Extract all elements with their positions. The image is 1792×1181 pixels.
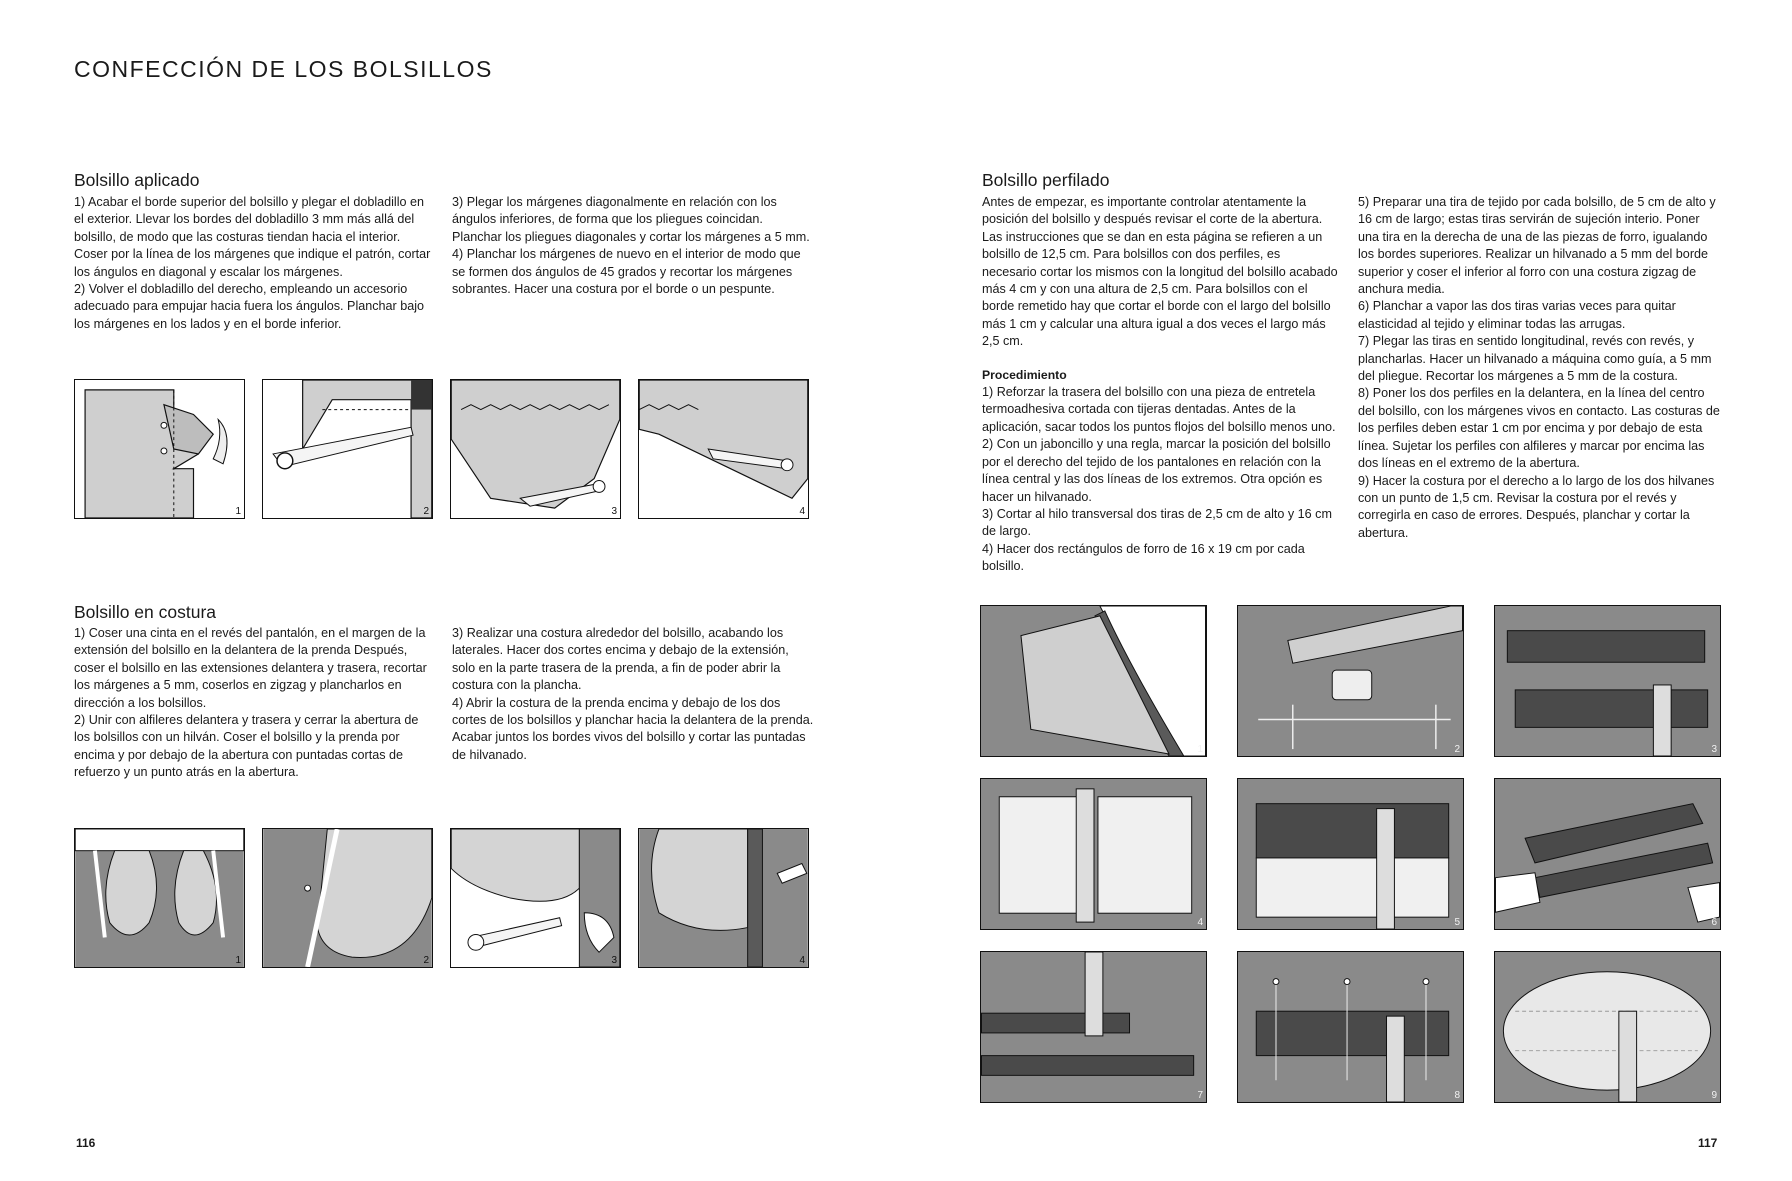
pocket-illustration [981,952,1206,1102]
costura-figure-3 [450,828,621,968]
aplicado-figure-1 [74,379,245,519]
costura-step: 4) Abrir la costura de la prenda encima y debajo de los dos cortes de los bolsillos y planchar hacia la delantera de la prenda. Acabar juntos los bordes vivos del bolsillo y cortar las puntadas de hilvanado. [452,695,814,762]
pin-icon [1273,979,1279,985]
pocket-illustration [1495,952,1720,1102]
pocket-illustration [263,829,432,967]
perfilado-figure-4 [980,778,1207,930]
perfilado-step: 6) Planchar a vapor las dos tiras varias veces para quitar elasticidad al tejido y eliminar todas las arrugas. [1358,299,1676,331]
perfilado-step: 4) Hacer dos rectángulos de forro de 16 x 19 cm por cada bolsillo. [982,541,1305,574]
perfilado-figure-2 [1237,605,1464,757]
figure-number: 9 [1711,1090,1717,1101]
ruler-icon [1619,1011,1637,1102]
figure-number: 2 [1454,744,1460,755]
section-title-aplicado: Bolsillo aplicado [74,170,200,190]
perfilado-figure-8 [1237,951,1464,1103]
perfilado-step: 1) Reforzar la trasera del bolsillo con una pieza de entretela termoadhesiva cortada con tijeras dentadas. Antes de la aplicación, sacar todos los puntos flojos del bolsillo menos uno. [982,385,1336,434]
perfilado-step: 3) Cortar al hilo transversal dos tiras de 2,5 cm de alto y 16 cm de largo. [982,506,1332,539]
pocket-illustration [1495,606,1720,756]
page-number-left: 116 [76,1136,96,1150]
perfilado-step: 2) Con un jaboncillo y una regla, marcar la posición del bolsillo por el derecho del tejido de los pantalones en relación con la línea central y las dos líneas de los extremos. Otra opción es hacer un hilvanado. [982,437,1331,504]
pocket-illustration [263,380,432,518]
pin-icon [1344,979,1350,985]
pocket-illustration [1495,779,1720,929]
costura-figure-4 [638,828,809,968]
figure-number: 4 [799,955,805,966]
pocket-illustration [75,829,244,967]
perfilado-column-2 [1358,194,1720,542]
figure-number: 2 [423,506,429,517]
page-title: CONFECCIÓN DE LOS BOLSILLOS [74,56,493,82]
perfilado-step: 5) Preparar una tira de tejido por cada bolsillo, de 5 cm de alto y 16 cm de largo; estas tiras servirán de sujeción interio. Poner una tira en la derecha de una de las piezas de forro, igualando los bordes superiores. Realizar un hilvanado a 5 mm del borde superior y coser el inferior al forro con una costura zigzag de anchura media. [1358,195,1716,297]
aplicado-step: 1) Acabar el borde superior del bolsillo y plegar el dobladillo en el exterior. Llevar los bordes del dobladillo 3 mm más allá del bolsillo, de modo que las costuras tiendan hacia el interior. Coser por la línea de los márgenes que indique el patrón, cortar los ángulos en diagonal y escalar los márgenes. [74,195,431,279]
section-title-costura: Bolsillo en costura [74,602,217,622]
aplicado-step: 3) Plegar los márgenes diagonalmente en relación con los ángulos inferiores, de forma que los pliegues coincidan. Planchar los pliegues diagonales y cortar los márgenes a 5 mm. [452,195,810,244]
pocket-illustration [1238,779,1463,929]
perfilado-figure-6 [1494,778,1721,930]
perfilado-figure-1 [980,605,1207,757]
pocket-illustration [1238,952,1463,1102]
pocket-illustration [639,380,808,518]
aplicado-step: 2) Volver el dobladillo del derecho, empleando un accesorio adecuado para empujar hacia fuera los ángulos. Planchar bajo los márgenes en los lados y en el borde inferior. [74,282,425,331]
figure-number: 5 [1454,917,1460,928]
figure-number: 3 [1711,744,1717,755]
aplicado-figure-3 [450,379,621,519]
costura-figure-2 [262,828,433,968]
ruler-icon [1377,809,1395,929]
aplicado-step: 4) Planchar los márgenes de nuevo en el interior de modo que se formen dos ángulos de 45 grados y recortar los márgenes sobrantes. Hacer una costura por el borde o un pespunte. [452,247,801,297]
pocket-illustration [1238,606,1463,756]
figure-number: 8 [1454,1090,1460,1101]
figure-number: 3 [611,955,617,966]
figure-number: 7 [1197,1090,1203,1101]
figure-number: 2 [423,955,429,966]
aplicado-column-2 [452,194,814,298]
procedure-heading: Procedimiento [982,367,1067,382]
pocket-illustration [451,829,620,967]
costura-figure-1 [74,828,245,968]
perfilado-step: 8) Poner los dos perfiles en la delantera, en la línea del centro del bolsillo, con los márgenes vivos en contacto. Las costuras de los perfiles deben estar 1 cm por encima y por debajo de esta línea. Sujetar los perfiles con alfileres y marcar por encima las dos líneas en el extremo de la abertura. [1358,386,1720,471]
figure-number: 1 [1197,744,1203,755]
costura-step: 2) Unir con alfileres delantera y trasera y cerrar la abertura de los bolsillos con un hilván. Coser el bolsillo y la prenda por encima y por debajo de la abertura con puntadas cortas de refuerzo y un punto atrás en la abertura. [74,713,419,780]
section-title-perfilado: Bolsillo perfilado [982,170,1110,190]
costura-column-1 [74,625,432,782]
perfilado-figure-7 [980,951,1207,1103]
perfilado-column-1 [982,194,1338,576]
pin-icon [1423,979,1429,985]
ruler-icon [1653,685,1671,756]
perfilado-intro: Antes de empezar, es importante controlar atentamente la posición del bolsillo y después revisar el corte de la abertura. Las instrucciones que se dan en esta página se refieren a un bolsillo de 12,5 cm. Para bolsillos con dos perfiles, es necesario cortar los mismos con la longitud del bolsillo acabado más 4 cm y con una altura de 2,5 cm. Para bolsillos con el borde remetido hay que cortar el borde con el largo del bolsillo más 1 cm y calcular una altura igual a dos veces el largo más 2,5 cm. [982,195,1338,349]
perfilado-figure-9 [1494,951,1721,1103]
perfilado-figure-5 [1237,778,1464,930]
figure-number: 6 [1711,917,1717,928]
costura-step: 1) Coser una cinta en el revés del pantalón, en el margen de la extensión del bolsillo en la delantera de la prenda Después, coser el bolsillo en las extensiones delantera y trasera, recortar los márgenes a 5 mm, coserlos en zigzag y plancharlos en dirección a los bolsillos. [74,626,427,710]
costura-column-2 [452,625,814,764]
figure-number: 4 [1197,917,1203,928]
aplicado-column-1 [74,194,432,333]
figure-number: 1 [235,506,241,517]
pocket-illustration [639,829,808,967]
pocket-illustration [981,779,1206,929]
pocket-illustration [981,606,1206,756]
figure-number: 4 [799,506,805,517]
ruler-icon [1085,952,1103,1036]
perfilado-step: 9) Hacer la costura por el derecho a lo largo de los dos hilvanes con un punto de 1,5 cm. Revisar la costura por el revés y corregirla en caso de errores. Después, planchar y cortar la abertura. [1358,473,1715,540]
figure-number: 1 [235,955,241,966]
pocket-illustration [75,380,244,518]
perfilado-step: 7) Plegar las tiras en sentido longitudinal, revés con revés, y plancharlas. Hacer un hilvanado a máquina como guía, a 5 mm del pliegue. Recortar los márgenes a 5 mm de la costura. [1358,334,1712,384]
pin-icon [305,885,311,891]
pocket-illustration [451,380,620,518]
figure-number: 3 [611,506,617,517]
page-number-right: 117 [1698,1136,1718,1150]
ruler-icon [1076,789,1094,922]
costura-step: 3) Realizar una costura alrededor del bolsillo, acabando los laterales. Hacer dos cortes encima y debajo de la extensión, solo en la parte trasera de la prenda, a fin de poder abrir la costura con la plancha. [452,626,789,693]
aplicado-figure-4 [638,379,809,519]
perfilado-figure-3 [1494,605,1721,757]
ruler-icon [1387,1016,1405,1102]
aplicado-figure-2 [262,379,433,519]
